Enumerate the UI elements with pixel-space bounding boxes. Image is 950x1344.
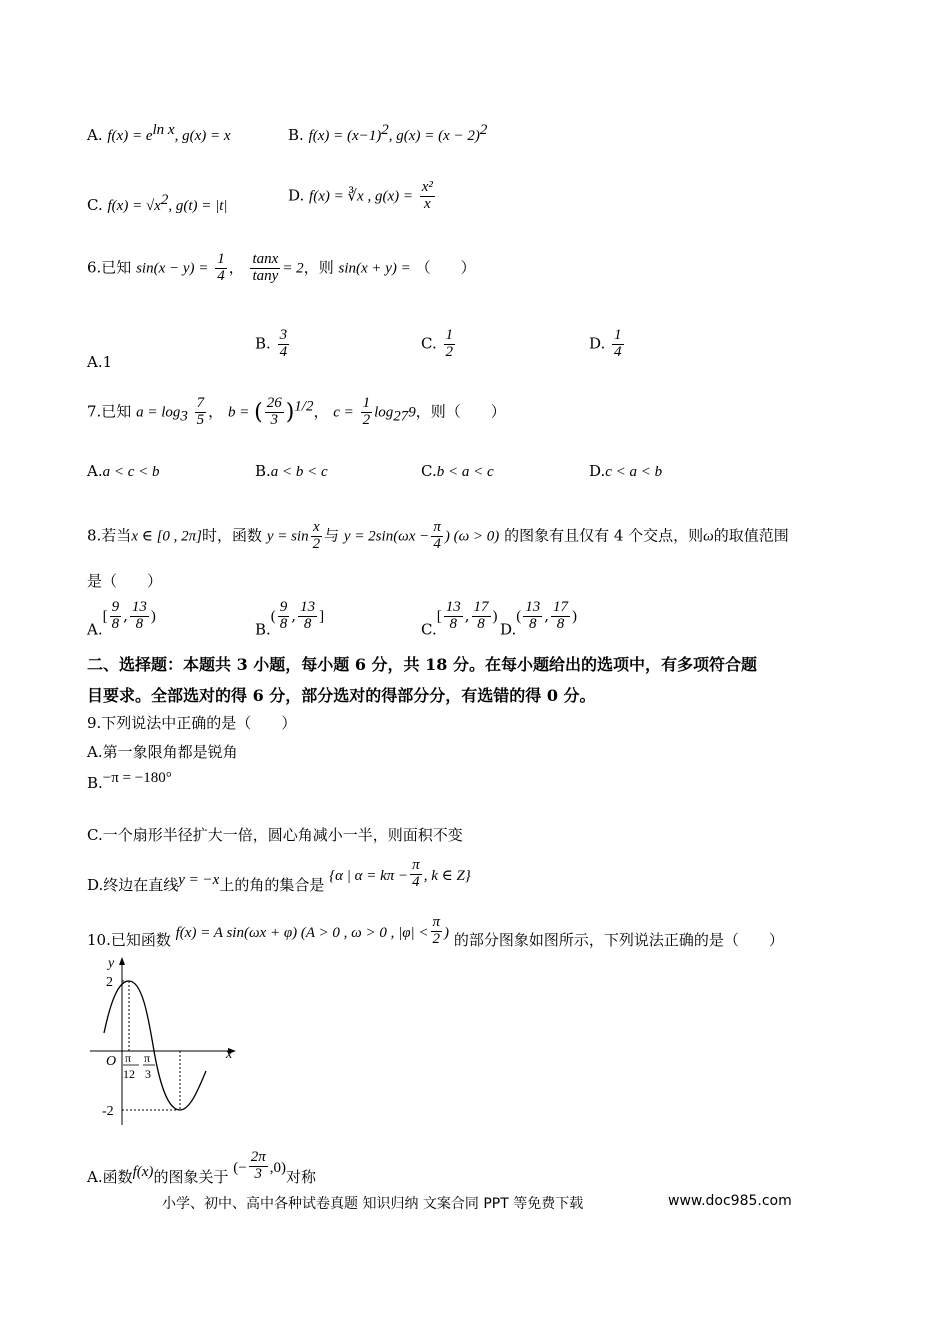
tick-pi3-num: π	[144, 1051, 151, 1065]
tick-pi12-num: π	[125, 1051, 132, 1065]
section-heading: 二、选择题：本题共 3 小题，每小题 6 分，共 18 分。在每小题给出的选项中，有多项符合题	[87, 655, 757, 674]
math-expression: sin(x + y) =	[338, 260, 411, 277]
sine-curve	[104, 981, 206, 1110]
q8-stem: 8.若当x ∈ [0 , 2π]时，函数 y = sin $\frac{x}{2}$ 与 y = 2sin(ωx − $\frac{\pi}{4}$ ) (ω > 0) 的图象有且仅有 4 个交点，则ω的取值范围	[87, 519, 789, 552]
exponent: ln x	[152, 122, 175, 138]
q5-option-a	[87, 122, 231, 145]
y-min-label: -2	[102, 1104, 114, 1119]
x-axis-label: x	[226, 1047, 233, 1062]
q6-option-c: C. $\frac{1}{2}$	[421, 327, 453, 360]
q6-option-d: D. $\frac{1}{4}$	[589, 327, 622, 360]
q9-stem: 9.下列说法中正确的是（ ）	[87, 714, 297, 732]
q7-option-c: C.b < a < c	[421, 462, 494, 480]
q6-option-a: A.1	[87, 353, 113, 371]
tick-pi12-den: 12	[123, 1067, 135, 1081]
q5-option-b	[288, 122, 487, 145]
q8-option-b: B.( $\frac{9}{8}$ , $\frac{13}{8}$ ]	[255, 599, 325, 639]
option-label: A.	[87, 126, 103, 144]
footer-text: 小学、初中、高中各种试卷真题 知识归纳 文案合同 PPT 等免费下载	[162, 1196, 584, 1212]
option-label: C.	[87, 196, 103, 214]
question-prefix: 6.已知	[87, 258, 132, 277]
y-axis-label: y	[108, 956, 115, 971]
q9-option-c: C.一个扇形半径扩大一倍，圆心角减小一半，则面积不变	[87, 826, 463, 844]
question-prefix: 7.已知	[87, 402, 132, 421]
q5-option-c	[87, 192, 228, 215]
math-expression: , g(x) = x	[174, 128, 231, 144]
math-expression: , g(t) = |t|	[168, 198, 228, 214]
q6-stem: 6.已知 sin(x − y) = $\frac{1}{4}$ ， $\frac{\tan x}{\tan y}$ = 2，则 sin(x + y) = （ ）	[87, 251, 476, 284]
q10-option-a: A.函数f(x)的图象关于 (− $\frac{2\pi}{3}$ ,0)对称	[87, 1149, 316, 1186]
math-expression: , g(x) = (x − 2)	[388, 128, 480, 144]
q7-stem: 7.已知 $a = \log_3$ $\frac{7}{5}$ ， b = ( $\frac{26}{3}$ )$^{1/2}$， c = $\frac{1}{2}$ $\log_{27}9$，则（ ）	[87, 395, 506, 428]
math-expression: f(x) = e	[107, 128, 153, 144]
exponent: 2	[381, 122, 389, 138]
q8-option-d: D.( $\frac{13}{8}$ , $\frac{17}{8}$ )	[500, 599, 578, 639]
section-heading-line2: 目要求。全部选对的得 6 分，部分选对的得部分分，有选错的得 0 分。	[87, 686, 596, 705]
tick-pi3-den: 3	[145, 1067, 151, 1081]
math-expression: f(x) = √x	[107, 198, 161, 214]
math-expression: f(x) = (x−1)	[308, 128, 382, 144]
option-label: B.	[288, 126, 304, 144]
q9-option-a: A.第一象限角都是锐角	[87, 743, 238, 761]
q7-option-d: D.c < a < b	[589, 462, 663, 480]
q10-stem: 10.已知函数 f(x) = A sin(ωx + φ) (A > 0 , ω > 0 , |φ| < $\frac{\pi}{2}$ ) 的部分图象如图所示，下列说法正确的是（ ）	[87, 914, 784, 949]
option-label: D.	[288, 186, 305, 205]
question-prefix: 8.若当	[87, 526, 132, 545]
q7-option-b: B.a < b < c	[255, 462, 328, 480]
exponent: 2	[479, 122, 488, 138]
math-expression: sin(x − y) =	[136, 260, 209, 277]
y-axis-arrow	[119, 957, 125, 965]
function-graph	[80, 955, 250, 1130]
q8-option-c: C.[ $\frac{13}{8}$ , $\frac{17}{8}$ )	[421, 599, 498, 639]
y-max-label: 2	[106, 975, 113, 990]
q6-option-b: B. $\frac{3}{4}$	[255, 327, 288, 360]
math-expression: f(x) = ∛x , g(x) =	[309, 188, 413, 205]
q9-option-d: D.终边在直线y = −x上的角的集合是 {α | α = kπ − $\frac{\pi}{4}$ , k ∈ Z}	[87, 857, 471, 894]
q8-option-a: A.[ $\frac{9}{8}$ , $\frac{13}{8}$ )	[87, 599, 156, 639]
q9-option-b: B.−π = −180°	[87, 770, 172, 792]
q5-option-d: D. f(x) = ∛x , g(x) = $\frac{\text{x²}}{x}$	[288, 179, 433, 212]
origin-label: O	[106, 1054, 117, 1069]
exponent: 2	[160, 192, 169, 208]
q7-option-a: A.a < c < b	[87, 462, 160, 480]
footer-url[interactable]: www.doc985.com	[668, 1193, 792, 1209]
q8-stem-line2: 是（ ）	[87, 572, 163, 590]
